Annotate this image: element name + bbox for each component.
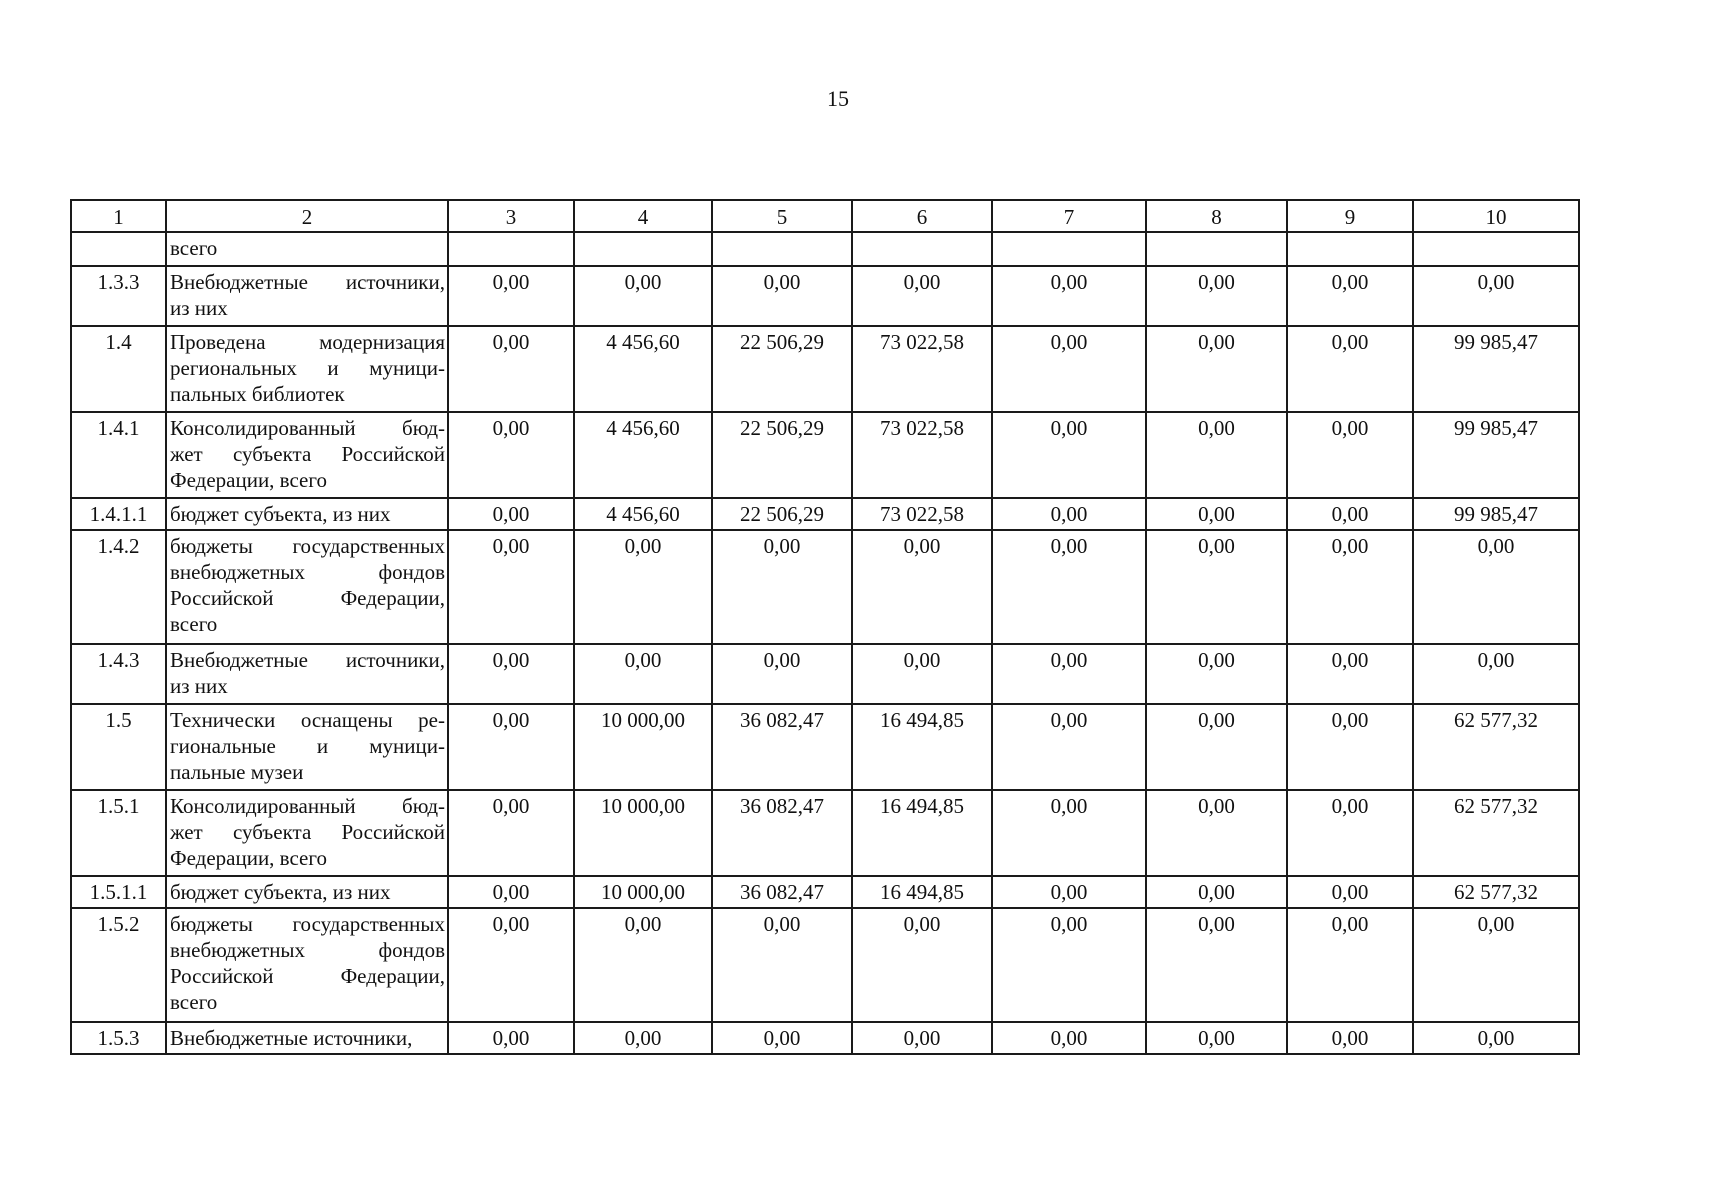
description-line: всего bbox=[170, 990, 218, 1014]
description-line: Федерации, всего bbox=[170, 468, 327, 492]
description-line: Консолидированный бюд- bbox=[170, 416, 445, 440]
column-number-cell: 1 bbox=[71, 200, 166, 232]
value-cell-col-9 bbox=[1287, 232, 1413, 266]
description-line: жет субъекта Российской bbox=[170, 820, 445, 844]
value-cell-col-3 bbox=[448, 232, 574, 266]
table-row bbox=[71, 876, 1579, 908]
row-code-cell: 1.5.2 bbox=[71, 908, 166, 1022]
value-cell-col-4: 4 456,60 bbox=[574, 412, 712, 498]
column-number-row bbox=[71, 200, 1579, 232]
table-row bbox=[71, 908, 1579, 1022]
value-cell-col-5: 0,00 bbox=[712, 1022, 852, 1054]
description-line: бюджеты государственных bbox=[170, 534, 445, 558]
description-line: бюджеты государственных bbox=[170, 912, 445, 936]
description-line: бюджет субъекта, из них bbox=[170, 880, 391, 904]
value-cell-col-9: 0,00 bbox=[1287, 326, 1413, 412]
description-line: Российской Федерации, bbox=[170, 964, 445, 988]
value-cell-col-9: 0,00 bbox=[1287, 704, 1413, 790]
value-cell-col-5: 22 506,29 bbox=[712, 498, 852, 530]
value-cell-col-6: 0,00 bbox=[852, 1022, 992, 1054]
value-cell-col-6: 16 494,85 bbox=[852, 704, 992, 790]
value-cell-col-7: 0,00 bbox=[992, 498, 1146, 530]
value-cell-col-9: 0,00 bbox=[1287, 530, 1413, 644]
value-cell-col-5: 0,00 bbox=[712, 530, 852, 644]
description-line: гиональные и муници- bbox=[170, 734, 445, 758]
value-cell-col-7: 0,00 bbox=[992, 644, 1146, 704]
value-cell-col-10: 0,00 bbox=[1413, 530, 1579, 644]
value-cell-col-5 bbox=[712, 232, 852, 266]
description-line: всего bbox=[170, 612, 218, 636]
table-row bbox=[71, 790, 1579, 876]
value-cell-col-3: 0,00 bbox=[448, 412, 574, 498]
table-row bbox=[71, 326, 1579, 412]
table-row bbox=[71, 644, 1579, 704]
value-cell-col-8: 0,00 bbox=[1146, 530, 1287, 644]
table-row bbox=[71, 266, 1579, 326]
value-cell-col-3: 0,00 bbox=[448, 908, 574, 1022]
row-description-cell bbox=[166, 644, 448, 704]
value-cell-col-4: 0,00 bbox=[574, 266, 712, 326]
description-line: Технически оснащены ре- bbox=[170, 708, 445, 732]
value-cell-col-5: 0,00 bbox=[712, 266, 852, 326]
value-cell-col-10: 62 577,32 bbox=[1413, 704, 1579, 790]
row-code-cell: 1.5 bbox=[71, 704, 166, 790]
table-row bbox=[71, 412, 1579, 498]
value-cell-col-4: 0,00 bbox=[574, 908, 712, 1022]
value-cell-col-4: 10 000,00 bbox=[574, 704, 712, 790]
column-number-cell: 4 bbox=[574, 200, 712, 232]
value-cell-col-10: 62 577,32 bbox=[1413, 790, 1579, 876]
value-cell-col-3: 0,00 bbox=[448, 498, 574, 530]
row-code-cell: 1.5.1 bbox=[71, 790, 166, 876]
column-number-cell: 2 bbox=[166, 200, 448, 232]
value-cell-col-3: 0,00 bbox=[448, 326, 574, 412]
value-cell-col-3: 0,00 bbox=[448, 644, 574, 704]
column-number-cell: 9 bbox=[1287, 200, 1413, 232]
value-cell-col-6: 0,00 bbox=[852, 644, 992, 704]
row-code-cell: 1.4.1 bbox=[71, 412, 166, 498]
value-cell-col-5: 22 506,29 bbox=[712, 412, 852, 498]
row-code-cell: 1.5.3 bbox=[71, 1022, 166, 1054]
row-code-cell: 1.4.3 bbox=[71, 644, 166, 704]
value-cell-col-4: 0,00 bbox=[574, 644, 712, 704]
value-cell-col-9: 0,00 bbox=[1287, 790, 1413, 876]
value-cell-col-9: 0,00 bbox=[1287, 412, 1413, 498]
value-cell-col-9: 0,00 bbox=[1287, 498, 1413, 530]
row-description-cell bbox=[166, 326, 448, 412]
value-cell-col-6: 0,00 bbox=[852, 530, 992, 644]
value-cell-col-6: 73 022,58 bbox=[852, 326, 992, 412]
row-description-cell bbox=[166, 876, 448, 908]
value-cell-col-8: 0,00 bbox=[1146, 266, 1287, 326]
value-cell-col-10: 0,00 bbox=[1413, 644, 1579, 704]
column-number-cell: 5 bbox=[712, 200, 852, 232]
value-cell-col-8: 0,00 bbox=[1146, 644, 1287, 704]
description-line: внебюджетных фондов bbox=[170, 560, 445, 584]
value-cell-col-6: 0,00 bbox=[852, 908, 992, 1022]
value-cell-col-5: 36 082,47 bbox=[712, 790, 852, 876]
value-cell-col-9: 0,00 bbox=[1287, 1022, 1413, 1054]
value-cell-col-5: 36 082,47 bbox=[712, 876, 852, 908]
row-description-cell bbox=[166, 530, 448, 644]
description-line: региональных и муници- bbox=[170, 356, 445, 380]
value-cell-col-4 bbox=[574, 232, 712, 266]
column-number-cell: 7 bbox=[992, 200, 1146, 232]
row-description-cell bbox=[166, 704, 448, 790]
row-description-cell bbox=[166, 1022, 448, 1054]
description-line: всего bbox=[170, 236, 218, 260]
row-code-cell: 1.4.2 bbox=[71, 530, 166, 644]
column-number-cell: 8 bbox=[1146, 200, 1287, 232]
value-cell-col-10: 0,00 bbox=[1413, 1022, 1579, 1054]
value-cell-col-5: 0,00 bbox=[712, 908, 852, 1022]
value-cell-col-5: 0,00 bbox=[712, 644, 852, 704]
value-cell-col-8: 0,00 bbox=[1146, 1022, 1287, 1054]
value-cell-col-10: 0,00 bbox=[1413, 908, 1579, 1022]
row-description-cell bbox=[166, 412, 448, 498]
description-line: Проведена модернизация bbox=[170, 330, 445, 354]
value-cell-col-10 bbox=[1413, 232, 1579, 266]
value-cell-col-6: 73 022,58 bbox=[852, 412, 992, 498]
value-cell-col-6 bbox=[852, 232, 992, 266]
value-cell-col-3: 0,00 bbox=[448, 1022, 574, 1054]
value-cell-col-8: 0,00 bbox=[1146, 876, 1287, 908]
description-line: Российской Федерации, bbox=[170, 586, 445, 610]
page-number: 15 bbox=[827, 86, 849, 111]
value-cell-col-7: 0,00 bbox=[992, 876, 1146, 908]
row-code-cell: 1.4 bbox=[71, 326, 166, 412]
description-line: пальные музеи bbox=[170, 760, 304, 784]
value-cell-col-4: 10 000,00 bbox=[574, 790, 712, 876]
table-row bbox=[71, 704, 1579, 790]
table-row bbox=[71, 1022, 1579, 1054]
value-cell-col-6: 0,00 bbox=[852, 266, 992, 326]
value-cell-col-6: 16 494,85 bbox=[852, 790, 992, 876]
value-cell-col-10: 99 985,47 bbox=[1413, 498, 1579, 530]
column-number-cell: 6 bbox=[852, 200, 992, 232]
description-line: Внебюджетные источники, bbox=[170, 270, 445, 294]
description-line: Внебюджетные источники, bbox=[170, 648, 445, 672]
value-cell-col-3: 0,00 bbox=[448, 704, 574, 790]
row-description-cell bbox=[166, 232, 448, 266]
value-cell-col-8: 0,00 bbox=[1146, 790, 1287, 876]
value-cell-col-8: 0,00 bbox=[1146, 498, 1287, 530]
value-cell-col-7: 0,00 bbox=[992, 412, 1146, 498]
description-line: Консолидированный бюд- bbox=[170, 794, 445, 818]
value-cell-col-4: 4 456,60 bbox=[574, 498, 712, 530]
row-description-cell bbox=[166, 498, 448, 530]
row-description-cell bbox=[166, 266, 448, 326]
value-cell-col-7: 0,00 bbox=[992, 704, 1146, 790]
value-cell-col-7: 0,00 bbox=[992, 908, 1146, 1022]
row-code-cell: 1.4.1.1 bbox=[71, 498, 166, 530]
value-cell-col-6: 16 494,85 bbox=[852, 876, 992, 908]
value-cell-col-10: 62 577,32 bbox=[1413, 876, 1579, 908]
value-cell-col-7: 0,00 bbox=[992, 790, 1146, 876]
description-line: из них bbox=[170, 674, 228, 698]
value-cell-col-8: 0,00 bbox=[1146, 704, 1287, 790]
description-line: жет субъекта Российской bbox=[170, 442, 445, 466]
description-line: из них bbox=[170, 296, 228, 320]
value-cell-col-9: 0,00 bbox=[1287, 876, 1413, 908]
value-cell-col-3: 0,00 bbox=[448, 266, 574, 326]
value-cell-col-4: 0,00 bbox=[574, 1022, 712, 1054]
value-cell-col-8: 0,00 bbox=[1146, 908, 1287, 1022]
value-cell-col-9: 0,00 bbox=[1287, 266, 1413, 326]
value-cell-col-9: 0,00 bbox=[1287, 908, 1413, 1022]
description-line: бюджет субъекта, из них bbox=[170, 502, 391, 526]
row-code-cell: 1.3.3 bbox=[71, 266, 166, 326]
value-cell-col-8: 0,00 bbox=[1146, 412, 1287, 498]
value-cell-col-8: 0,00 bbox=[1146, 326, 1287, 412]
column-number-cell: 10 bbox=[1413, 200, 1579, 232]
value-cell-col-4: 4 456,60 bbox=[574, 326, 712, 412]
value-cell-col-10: 0,00 bbox=[1413, 266, 1579, 326]
value-cell-col-5: 22 506,29 bbox=[712, 326, 852, 412]
value-cell-col-4: 0,00 bbox=[574, 530, 712, 644]
value-cell-col-7: 0,00 bbox=[992, 1022, 1146, 1054]
row-code-cell bbox=[71, 232, 166, 266]
row-description-cell bbox=[166, 908, 448, 1022]
budget-table bbox=[70, 199, 1580, 1055]
value-cell-col-6: 73 022,58 bbox=[852, 498, 992, 530]
value-cell-col-3: 0,00 bbox=[448, 876, 574, 908]
value-cell-col-10: 99 985,47 bbox=[1413, 326, 1579, 412]
description-line: внебюджетных фондов bbox=[170, 938, 445, 962]
table-row bbox=[71, 498, 1579, 530]
table-body bbox=[71, 232, 1579, 1054]
value-cell-col-5: 36 082,47 bbox=[712, 704, 852, 790]
description-line: пальных библиотек bbox=[170, 382, 345, 406]
value-cell-col-7: 0,00 bbox=[992, 326, 1146, 412]
value-cell-col-4: 10 000,00 bbox=[574, 876, 712, 908]
table-row bbox=[71, 232, 1579, 266]
value-cell-col-7: 0,00 bbox=[992, 530, 1146, 644]
row-description-cell bbox=[166, 790, 448, 876]
description-line: Федерации, всего bbox=[170, 846, 327, 870]
value-cell-col-10: 99 985,47 bbox=[1413, 412, 1579, 498]
row-code-cell: 1.5.1.1 bbox=[71, 876, 166, 908]
table-row bbox=[71, 530, 1579, 644]
value-cell-col-7 bbox=[992, 232, 1146, 266]
value-cell-col-3: 0,00 bbox=[448, 530, 574, 644]
value-cell-col-7: 0,00 bbox=[992, 266, 1146, 326]
value-cell-col-3: 0,00 bbox=[448, 790, 574, 876]
value-cell-col-8 bbox=[1146, 232, 1287, 266]
description-line: Внебюджетные источники, bbox=[170, 1026, 413, 1050]
column-number-cell: 3 bbox=[448, 200, 574, 232]
value-cell-col-9: 0,00 bbox=[1287, 644, 1413, 704]
